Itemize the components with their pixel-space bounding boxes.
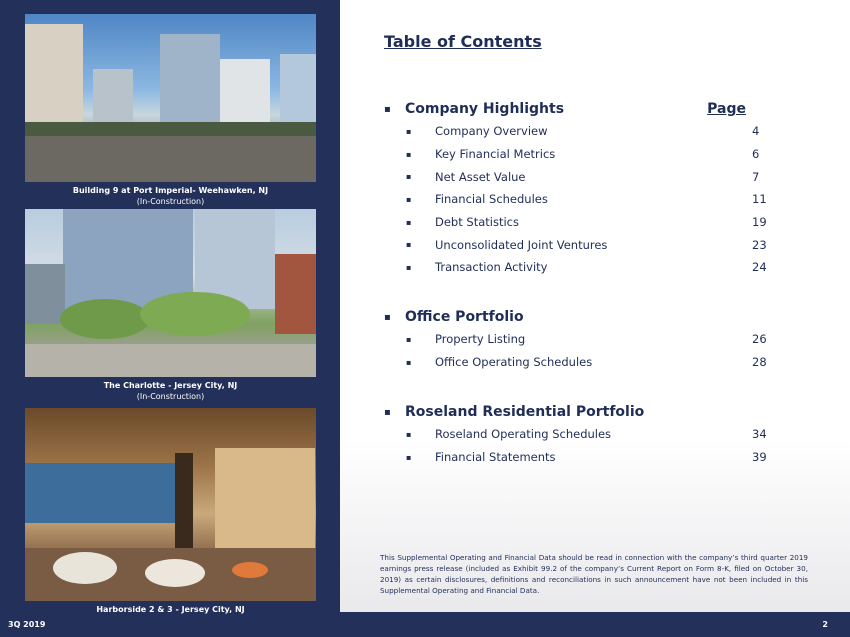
- toc-item-label: Transaction Activity: [435, 260, 548, 275]
- bullet-icon: ▪: [406, 334, 412, 344]
- toc-item-page: 7: [752, 169, 760, 184]
- toc-item-page: 28: [752, 355, 767, 370]
- toc-item-page: 39: [752, 450, 767, 465]
- table-of-contents-panel: [340, 0, 850, 612]
- section-label: Roseland Residential Portfolio: [405, 404, 645, 420]
- bullet-icon: ▪: [406, 217, 412, 227]
- bullet-icon: ▪: [384, 311, 391, 323]
- toc-item-page: 24: [752, 260, 767, 275]
- bullet-icon: ▪: [406, 172, 412, 182]
- toc-item[interactable]: [384, 256, 804, 279]
- toc-item-label: Net Asset Value: [435, 169, 526, 184]
- toc-item[interactable]: [384, 211, 804, 234]
- photo-caption: [25, 380, 316, 402]
- toc-item-label: Financial Statements: [435, 450, 556, 465]
- toc-item-page: 23: [752, 237, 767, 252]
- bullet-icon: ▪: [406, 262, 412, 272]
- footer-period: 3Q 2019: [8, 620, 46, 629]
- toc-item-label: Debt Statistics: [435, 215, 519, 230]
- toc-item-label: Roseland Operating Schedules: [435, 427, 612, 442]
- page-column-header: Page: [707, 101, 746, 117]
- bullet-icon: ▪: [406, 240, 412, 250]
- bullet-icon: ▪: [406, 452, 412, 462]
- toc-item[interactable]: [384, 233, 804, 256]
- toc-item[interactable]: [384, 446, 804, 469]
- building-9-photo: [25, 14, 316, 182]
- toc-item-page: 19: [752, 215, 767, 230]
- page-number: 2: [822, 620, 828, 629]
- toc-item[interactable]: [384, 328, 804, 351]
- section-label: Company Highlights: [405, 101, 565, 117]
- toc-item-page: 4: [752, 124, 760, 139]
- caption-subtitle: (In-Construction): [136, 197, 205, 206]
- toc-item[interactable]: [384, 188, 804, 211]
- bullet-icon: ▪: [406, 194, 412, 204]
- section-heading: [384, 401, 804, 423]
- disclaimer-text: This Supplemental Operating and Financial Data should be read in connection with the company’s third quarter 2019 earnings press release (included as Exhibit 99.2 of the company’s Current Report on Form 8-K, filed on October 30, 2019) as certain disclosures, definitions and reconciliations in such announcement have not been included in this Supplemental Operating and Financial Data.: [380, 553, 808, 595]
- bullet-icon: ▪: [384, 103, 391, 115]
- toc-item[interactable]: [384, 165, 804, 188]
- bullet-icon: ▪: [406, 149, 412, 159]
- section-label: Office Portfolio: [405, 309, 524, 325]
- toc-item-page: 26: [752, 332, 767, 347]
- toc-item-label: Financial Schedules: [435, 192, 548, 207]
- toc-item[interactable]: [384, 423, 804, 446]
- page-title: Table of Contents: [384, 32, 542, 51]
- caption-title: Building 9 at Port Imperial- Weehawken, NJ: [72, 186, 269, 195]
- photo-caption: [25, 185, 316, 207]
- bullet-icon: ▪: [384, 406, 391, 418]
- toc-item-page: 11: [752, 192, 767, 207]
- caption-subtitle: (In-Construction): [136, 392, 205, 401]
- bullet-icon: ▪: [406, 126, 412, 136]
- toc-item-page: 34: [752, 427, 767, 442]
- toc-section-company-highlights: [384, 98, 804, 279]
- toc-item[interactable]: [384, 143, 804, 166]
- toc-item-page: 6: [752, 147, 760, 162]
- section-heading: [384, 98, 804, 120]
- toc-item[interactable]: [384, 120, 804, 143]
- toc-item-label: Key Financial Metrics: [435, 147, 556, 162]
- toc-item-label: Company Overview: [435, 124, 548, 139]
- bullet-icon: ▪: [406, 429, 412, 439]
- harborside-photo: [25, 408, 316, 601]
- caption-title: The Charlotte - Jersey City, NJ: [103, 381, 238, 390]
- toc-item-label: Office Operating Schedules: [435, 355, 593, 370]
- toc-item-label: Property Listing: [435, 332, 526, 347]
- charlotte-photo: [25, 209, 316, 377]
- toc-item-label: Unconsolidated Joint Ventures: [435, 237, 608, 252]
- caption-title: Harborside 2 & 3 - Jersey City, NJ: [96, 605, 245, 614]
- toc-section-roseland-residential: [384, 401, 804, 468]
- photo-caption: [25, 604, 316, 615]
- toc-section-office-portfolio: [384, 306, 804, 373]
- photo-column: [0, 0, 340, 620]
- bullet-icon: ▪: [406, 357, 412, 367]
- toc-item[interactable]: [384, 351, 804, 374]
- section-heading: [384, 306, 804, 328]
